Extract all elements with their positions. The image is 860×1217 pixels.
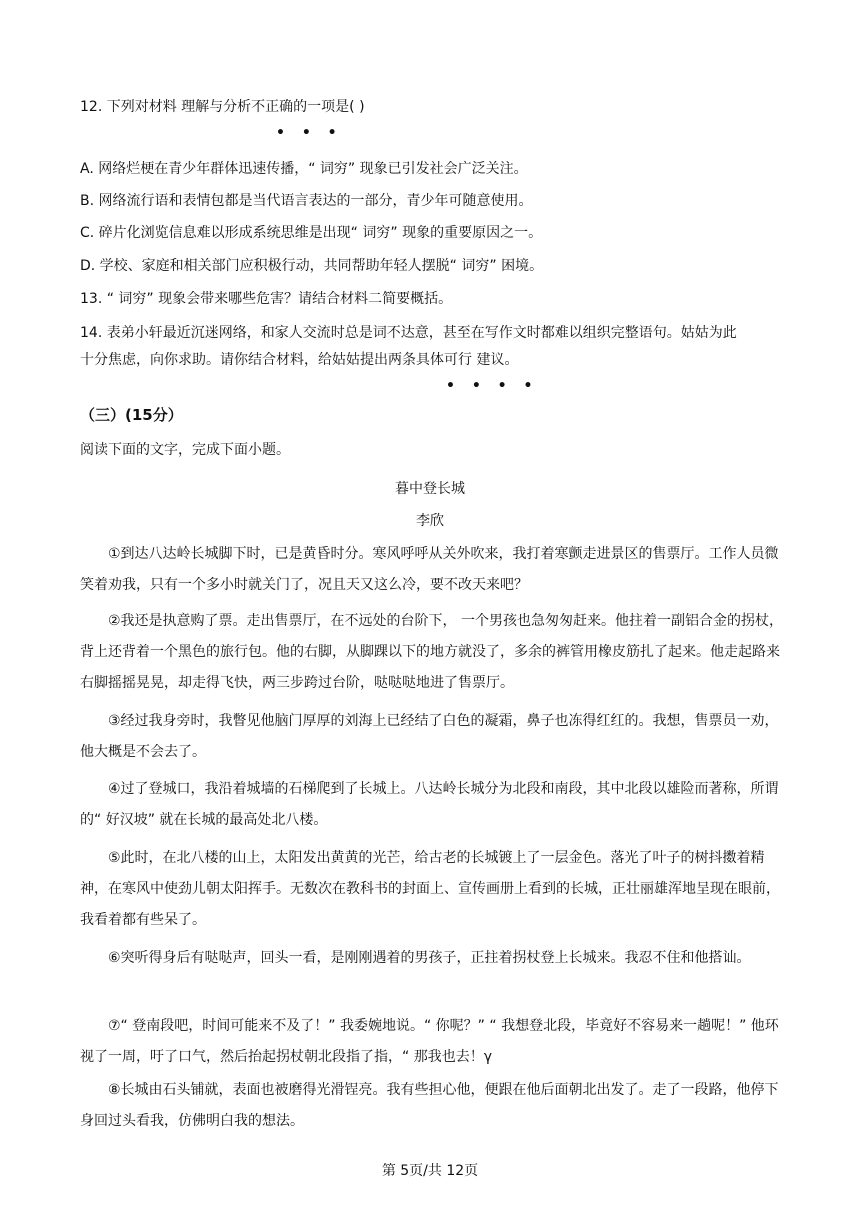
question-12: 12. 下列对材料 理解与分析不正确的一项是( ): [80, 99, 365, 115]
question-13: 13. “ 词穷” 现象会带来哪些危害？请结合材料二简要概括。: [80, 291, 453, 307]
article-paragraph-8: ⑧长城由石头铺就，表面也被磨得光滑锃亮。我有些担心他，便跟在他后面朝北出发了。走了一段路，他停下身回过头看我，仿佛明白我的想法。: [80, 1082, 779, 1129]
option-c: C. 碎片化浏览信息难以形成系统思维是出现“ 词穷” 现象的重要原因之一。: [80, 225, 543, 241]
article-paragraph-5: ⑤此时，在北八楼的山上，太阳发出黄黄的光芒，给古老的长城镀上了一层金色。落光了叶子的树抖擞着精神，在寒风中使劲儿朝太阳挥手。无数次在教科书的封面上、宣传画册上看到的长城，正壮丽雄浑地呈现在眼前，我看着都有些呆了。: [80, 850, 780, 928]
option-b: B. 网络流行语和表情包都是当代语言表达的一部分，青少年可随意使用。: [80, 193, 533, 209]
article-paragraph-2: ②我还是执意购了票。走出售票厅，在不远处的台阶下， 一个男孩也急匆匆赶来。他拄着一副铝合金的拐杖，背上还背着一个黑色的旅行包。他的右脚，从脚踝以下的地方就没了，多余的裤管用橡皮筋扎了起来。他走起路来右脚摇摇晃晃，却走得飞快，两三步跨过台阶，哒哒哒地进了售票厅。: [80, 613, 783, 691]
emphasis-dots: • • •: [276, 125, 343, 141]
section-instruction: 阅读下面的文字，完成下面小题。: [80, 442, 290, 458]
article-paragraph-1: ①到达八达岭长城脚下时，已是黄昏时分。寒风呼呼从关外吹来，我打着寒颤走进景区的售票厅。工作人员微笑着劝我，只有一个多小时就关门了，况且天又这么冷，要不改天来吧？: [80, 546, 779, 593]
question-14-line-2: 十分焦虑，向你求助。请你结合材料，给姑姑提出两条具体可行 建议。: [80, 352, 519, 368]
article-author: 李欣: [416, 513, 444, 529]
section-heading: （三）(15分）: [80, 406, 183, 424]
option-a: A. 网络烂梗在青少年群体迅速传播，“ 词穷” 现象已引发社会广泛关注。: [80, 161, 528, 177]
article-paragraph-6: ⑥突听得身后有哒哒声，回头一看，是刚刚遇着的男孩子，正拄着拐杖登上长城来。我忍不住和他搭讪。: [108, 950, 751, 966]
article-title: 暮中登长城: [395, 481, 465, 497]
article-paragraph-7: ⑦“ 登南段吧，时间可能来不及了！” 我委婉地说。“ 你呢？” “ 我想登北段，毕竟好不容易来一趟呢！” 他环视了一周，吁了口气，然后抬起拐杖朝北段指了指，“ 那我也去！γ: [80, 1018, 779, 1065]
emphasis-dots: • • • •: [446, 378, 539, 394]
article-paragraph-4: ④过了登城口，我沿着城墙的石梯爬到了长城上。八达岭长城分为北段和南段，其中北段以雄险而著称，所谓的“ 好汉坡” 就在长城的最高处北八楼。: [80, 781, 779, 828]
question-14-line-1: 14. 表弟小轩最近沉迷网络，和家人交流时总是词不达意，甚至在写作文时都难以组织完整语句。姑姑为此: [80, 325, 737, 341]
page-number: 第 5页/共 12页: [381, 1163, 479, 1179]
option-d: D. 学校、家庭和相关部门应积极行动，共同帮助年轻人摆脱“ 词穷” 困境。: [80, 258, 544, 274]
article-paragraph-3: ③经过我身旁时，我瞥见他脑门厚厚的刘海上已经结了白色的凝霜，鼻子也冻得红红的。我想，售票员一劝，他大概是不会去了。: [80, 713, 779, 760]
